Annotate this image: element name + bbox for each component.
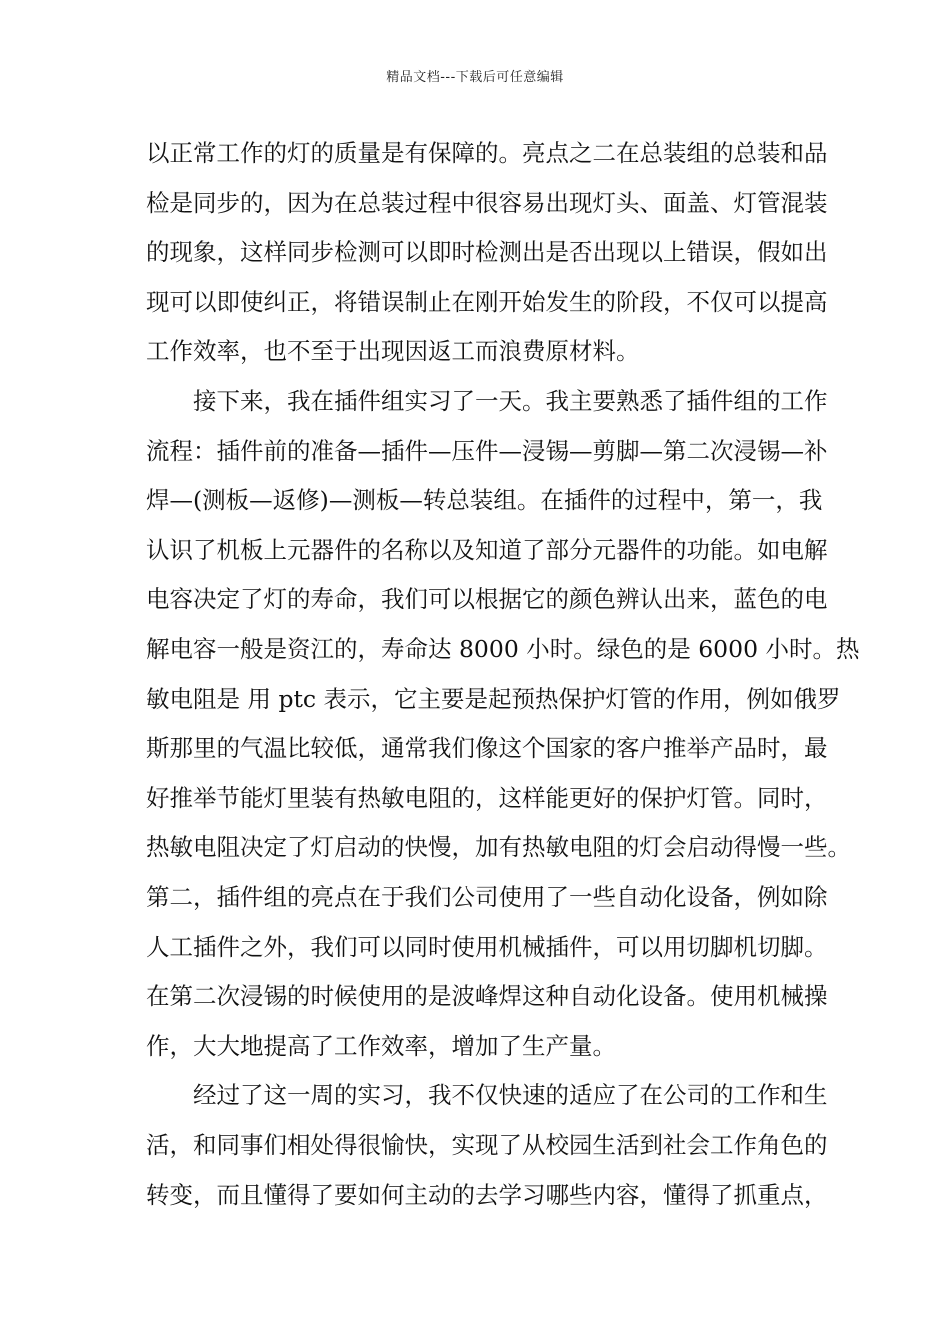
text-line: 工作效率，也不至于出现因返工而浪费原材料。: [146, 337, 640, 366]
text-line: 转变，而且懂得了要如何主动的去学习哪些内容，懂得了抓重点，: [146, 1180, 828, 1209]
text-line: 解电容一般是资江的，寿命达 8000 小时。绿色的是 6000 小时。热: [146, 635, 860, 663]
text-line: 焊—(测板—返修)—测板—转总装组。在插件的过程中，第一，我: [146, 486, 823, 515]
page-header: 精品文档---下载后可任意编辑: [386, 70, 564, 85]
text-line: 人工插件之外，我们可以同时使用机械插件，可以用切脚机切脚。: [146, 932, 828, 961]
text-line: 现可以即使纠正，将错误制止在刚开始发生的阶段，不仅可以提高: [146, 287, 828, 316]
text-line: 好推举节能灯里装有热敏电阻的，这样能更好的保护灯管。同时，: [146, 783, 828, 812]
text-line: 活，和同事们相处得很愉快，实现了从校园生活到社会工作角色的: [146, 1131, 828, 1159]
text-line: 作，大大地提高了工作效率，增加了生产量。: [146, 1031, 616, 1060]
paragraph-first-line: 接下来，我在插件组实习了一天。我主要熟悉了插件组的工作: [193, 387, 828, 415]
paragraph-first-line: 经过了这一周的实习，我不仅快速的适应了在公司的工作和生: [193, 1081, 828, 1110]
text-line: 的现象，这样同步检测可以即时检测出是否出现以上错误，假如出: [146, 238, 828, 267]
text-line: 流程：插件前的准备—插件—压件—浸锡—剪脚—第二次浸锡—补: [146, 436, 828, 465]
text-line: 在第二次浸锡的时候使用的是波峰焊这种自动化设备。使用机械操: [146, 982, 828, 1011]
text-line: 认识了机板上元器件的名称以及知道了部分元器件的功能。如电解: [146, 535, 828, 564]
text-line: 敏电阻是 用 ptc 表示，它主要是起预热保护灯管的作用，例如俄罗: [146, 684, 841, 713]
text-line: 检是同步的，因为在总装过程中很容易出现灯头、面盖、灯管混装: [146, 188, 828, 217]
text-line: 第二，插件组的亮点在于我们公司使用了一些自动化设备，例如除: [146, 883, 828, 911]
text-line: 热敏电阻决定了灯启动的快慢，加有热敏电阻的灯会启动得慢一些。: [146, 833, 851, 862]
text-line: 斯那里的气温比较低，通常我们像这个国家的客户推举产品时，最: [146, 734, 828, 763]
text-line: 电容决定了灯的寿命，我们可以根据它的颜色辨认出来，蓝色的电: [146, 585, 828, 614]
text-line: 以正常工作的灯的质量是有保障的。亮点之二在总装组的总装和品: [146, 139, 828, 167]
